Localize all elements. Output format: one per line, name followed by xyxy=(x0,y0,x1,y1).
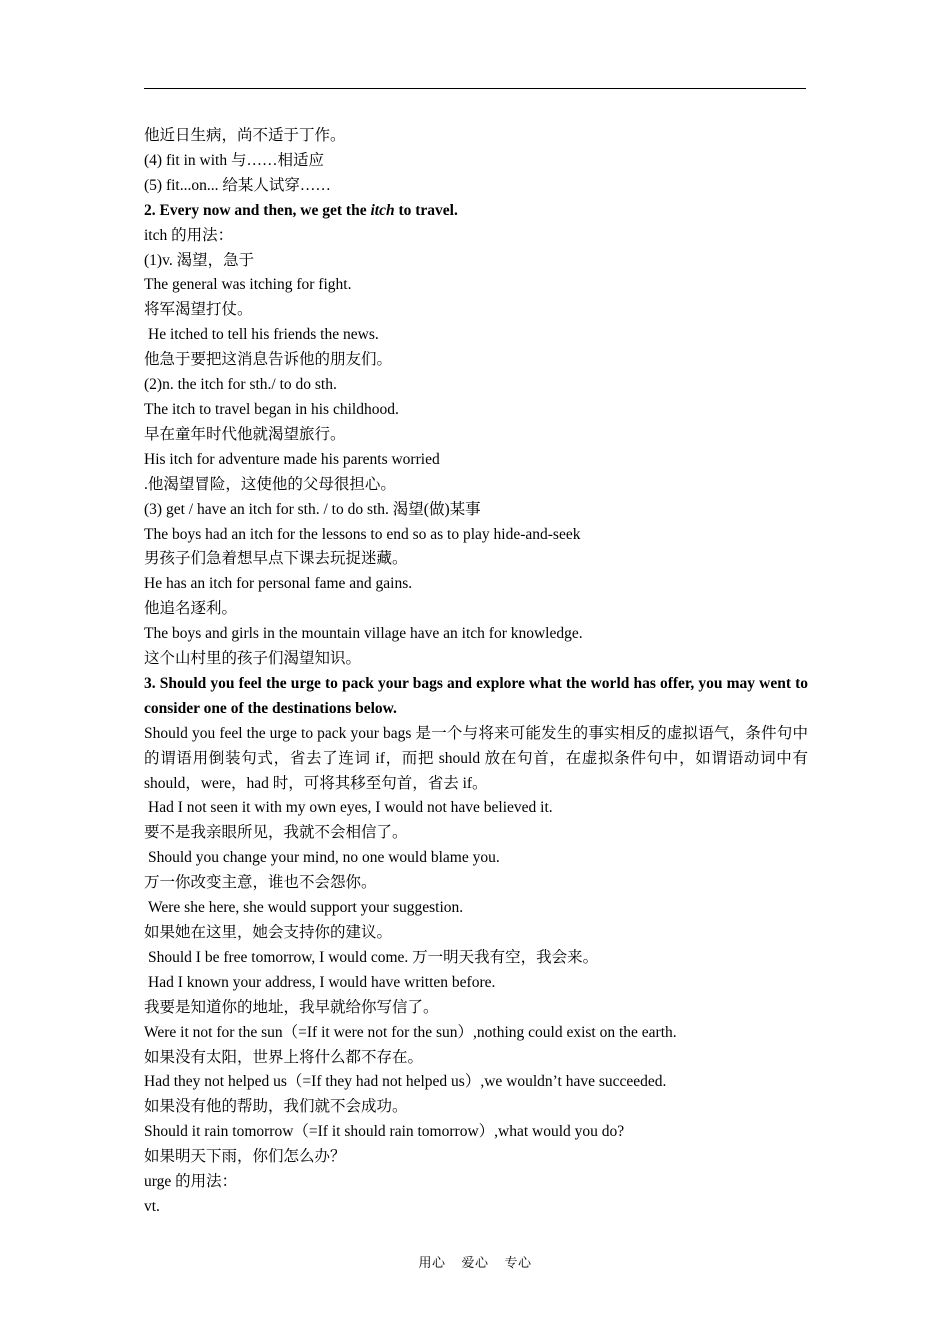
example-sentence: He has an itch for personal fame and gains. xyxy=(144,575,413,593)
example-translation: 如果没有太阳，世界上将什么都不存在。 xyxy=(144,1048,424,1066)
page-footer xyxy=(0,1252,950,1271)
example-sentence: Should it rain tomorrow（=If it should rain tomorrow）,what would you do? xyxy=(144,1123,625,1141)
example-sentence: Should you change your mind, no one would blame you. xyxy=(148,849,500,867)
example-sentence: The boys had an itch for the lessons to end so as to play hide-and-seek xyxy=(144,525,581,543)
explanation-paragraph: Should you feel the urge to pack your bags 是一个与将来可能发生的事实相反的虚拟语气，条件句中的谓语用倒装句式，省去了连词 if，而把 should 放在句首，在虚拟条件句中，如谓语动词中有 should，were，had 时，可将其移至句首，省去 if。 xyxy=(144,724,808,792)
example-sentence: Were it not for the sun（=If it were not for the sun）,nothing could exist on the earth. xyxy=(144,1023,677,1041)
text-line: (4) fit in with 与……相适应 xyxy=(144,151,324,169)
example-translation: .他渴望冒险，这使他的父母很担心。 xyxy=(144,475,396,493)
document-body xyxy=(144,124,808,1220)
text-line: (3) get / have an itch for sth. / to do sth. 渴望(做)某事 xyxy=(144,500,481,518)
example-translation: 早在童年时代他就渴望旅行。 xyxy=(144,425,346,443)
text-line: vt. xyxy=(144,1197,160,1215)
footer-word: 爱心 xyxy=(461,1255,489,1270)
footer-word: 用心 xyxy=(418,1255,446,1270)
example-translation: 他追名逐利。 xyxy=(144,600,238,618)
text-line: itch 的用法： xyxy=(144,226,234,244)
example-sentence: His itch for adventure made his parents worried xyxy=(144,450,440,468)
text-line: (1)v. 渴望，急于 xyxy=(144,251,255,269)
section-heading-2: 2. Every now and then, we get the itch to travel. xyxy=(144,201,458,219)
example-translation: 这个山村里的孩子们渴望知识。 xyxy=(144,650,362,668)
text-line: 他近日生病，尚不适于丁作。 xyxy=(144,127,346,144)
example-translation: 将军渴望打仗。 xyxy=(144,301,253,319)
section-heading-3: 3. Should you feel the urge to pack your bags and explore what the world has offer, you may went to consider one of the destinations below. xyxy=(144,674,808,717)
example-translation: 如果没有他的帮助，我们就不会成功。 xyxy=(144,1098,408,1116)
footer-word: 专心 xyxy=(504,1255,532,1270)
example-translation: 男孩子们急着想早点下课去玩捉迷藏。 xyxy=(144,550,408,568)
example-translation: 如果她在这里，她会支持你的建议。 xyxy=(144,924,393,941)
heading-emphasis: itch xyxy=(370,201,395,219)
example-sentence: The itch to travel began in his childhood. xyxy=(144,400,399,418)
example-translation: 我要是知道你的地址，我早就给你写信了。 xyxy=(144,998,439,1016)
example-sentence: Were she here, she would support your suggestion. xyxy=(148,899,464,917)
example-translation: 他急于要把这消息告诉他的朋友们。 xyxy=(144,351,393,369)
example-translation: 万一你改变主意，谁也不会怨你。 xyxy=(144,874,377,892)
example-sentence: The boys and girls in the mountain village have an itch for knowledge. xyxy=(144,625,583,643)
example-sentence: He itched to tell his friends the news. xyxy=(148,326,379,344)
example-translation: 要不是我亲眼所见，我就不会相信了。 xyxy=(144,824,408,842)
example-sentence: Had I known your address, I would have written before. xyxy=(148,973,496,991)
text-line: (5) fit...on... 给某人试穿…… xyxy=(144,176,331,194)
text-line: (2)n. the itch for sth./ to do sth. xyxy=(144,376,337,394)
example-sentence: Had they not helped us（=If they had not helped us）,we wouldn’t have succeeded. xyxy=(144,1073,667,1091)
example-translation: 如果明天下雨，你们怎么办？ xyxy=(144,1148,346,1166)
header-rule xyxy=(144,88,806,89)
text-line: urge 的用法： xyxy=(144,1173,238,1191)
example-sentence: Should I be free tomorrow, I would come. 万一明天我有空，我会来。 xyxy=(148,948,599,966)
example-sentence: Had I not seen it with my own eyes, I would not have believed it. xyxy=(148,799,553,817)
example-sentence: The general was itching for fight. xyxy=(144,276,352,294)
